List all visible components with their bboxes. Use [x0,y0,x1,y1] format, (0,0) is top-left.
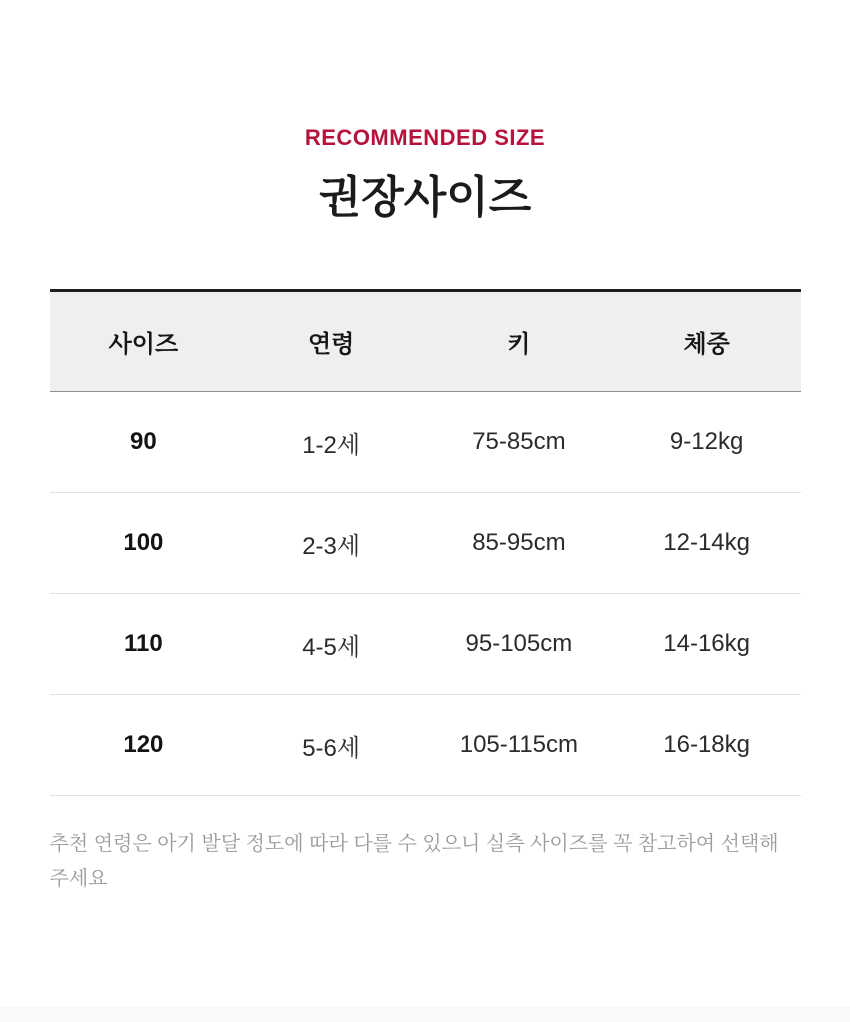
size-cell: 90 [50,392,238,493]
size-cell: 120 [50,695,238,796]
weight-cell: 9-12kg [613,392,801,493]
page-title: 권장사이즈 [318,173,532,222]
weight-cell: 12-14kg [613,493,801,594]
size-table [50,289,801,796]
column-header-size: 사이즈 [50,291,238,392]
height-cell: 85-95cm [425,493,613,594]
table-row [50,594,801,695]
weight-cell: 16-18kg [613,695,801,796]
size-table-head [50,291,801,392]
table-row [50,493,801,594]
age-cell: 4-5세 [237,594,425,695]
height-cell: 75-85cm [425,392,613,493]
column-header-height: 키 [425,291,613,392]
height-cell: 105-115cm [425,695,613,796]
age-cell: 1-2세 [237,392,425,493]
table-header-row [50,291,801,392]
age-cell: 2-3세 [237,493,425,594]
section-eyebrow: RECOMMENDED SIZE [304,125,546,150]
size-cell: 100 [50,493,238,594]
size-table-body [50,392,801,796]
size-cell: 110 [50,594,238,695]
table-row [50,392,801,493]
column-header-age: 연령 [237,291,425,392]
height-cell: 95-105cm [425,594,613,695]
table-row [50,695,801,796]
column-header-weight: 체중 [613,291,801,392]
weight-cell: 14-16kg [613,594,801,695]
age-cell: 5-6세 [237,695,425,796]
next-section-edge [0,1007,850,1022]
size-disclaimer-note: 추천 연령은 아기 발달 정도에 따라 다를 수 있으니 실측 사이즈를 꼭 참고하여 선택해 주세요 [49,833,779,890]
